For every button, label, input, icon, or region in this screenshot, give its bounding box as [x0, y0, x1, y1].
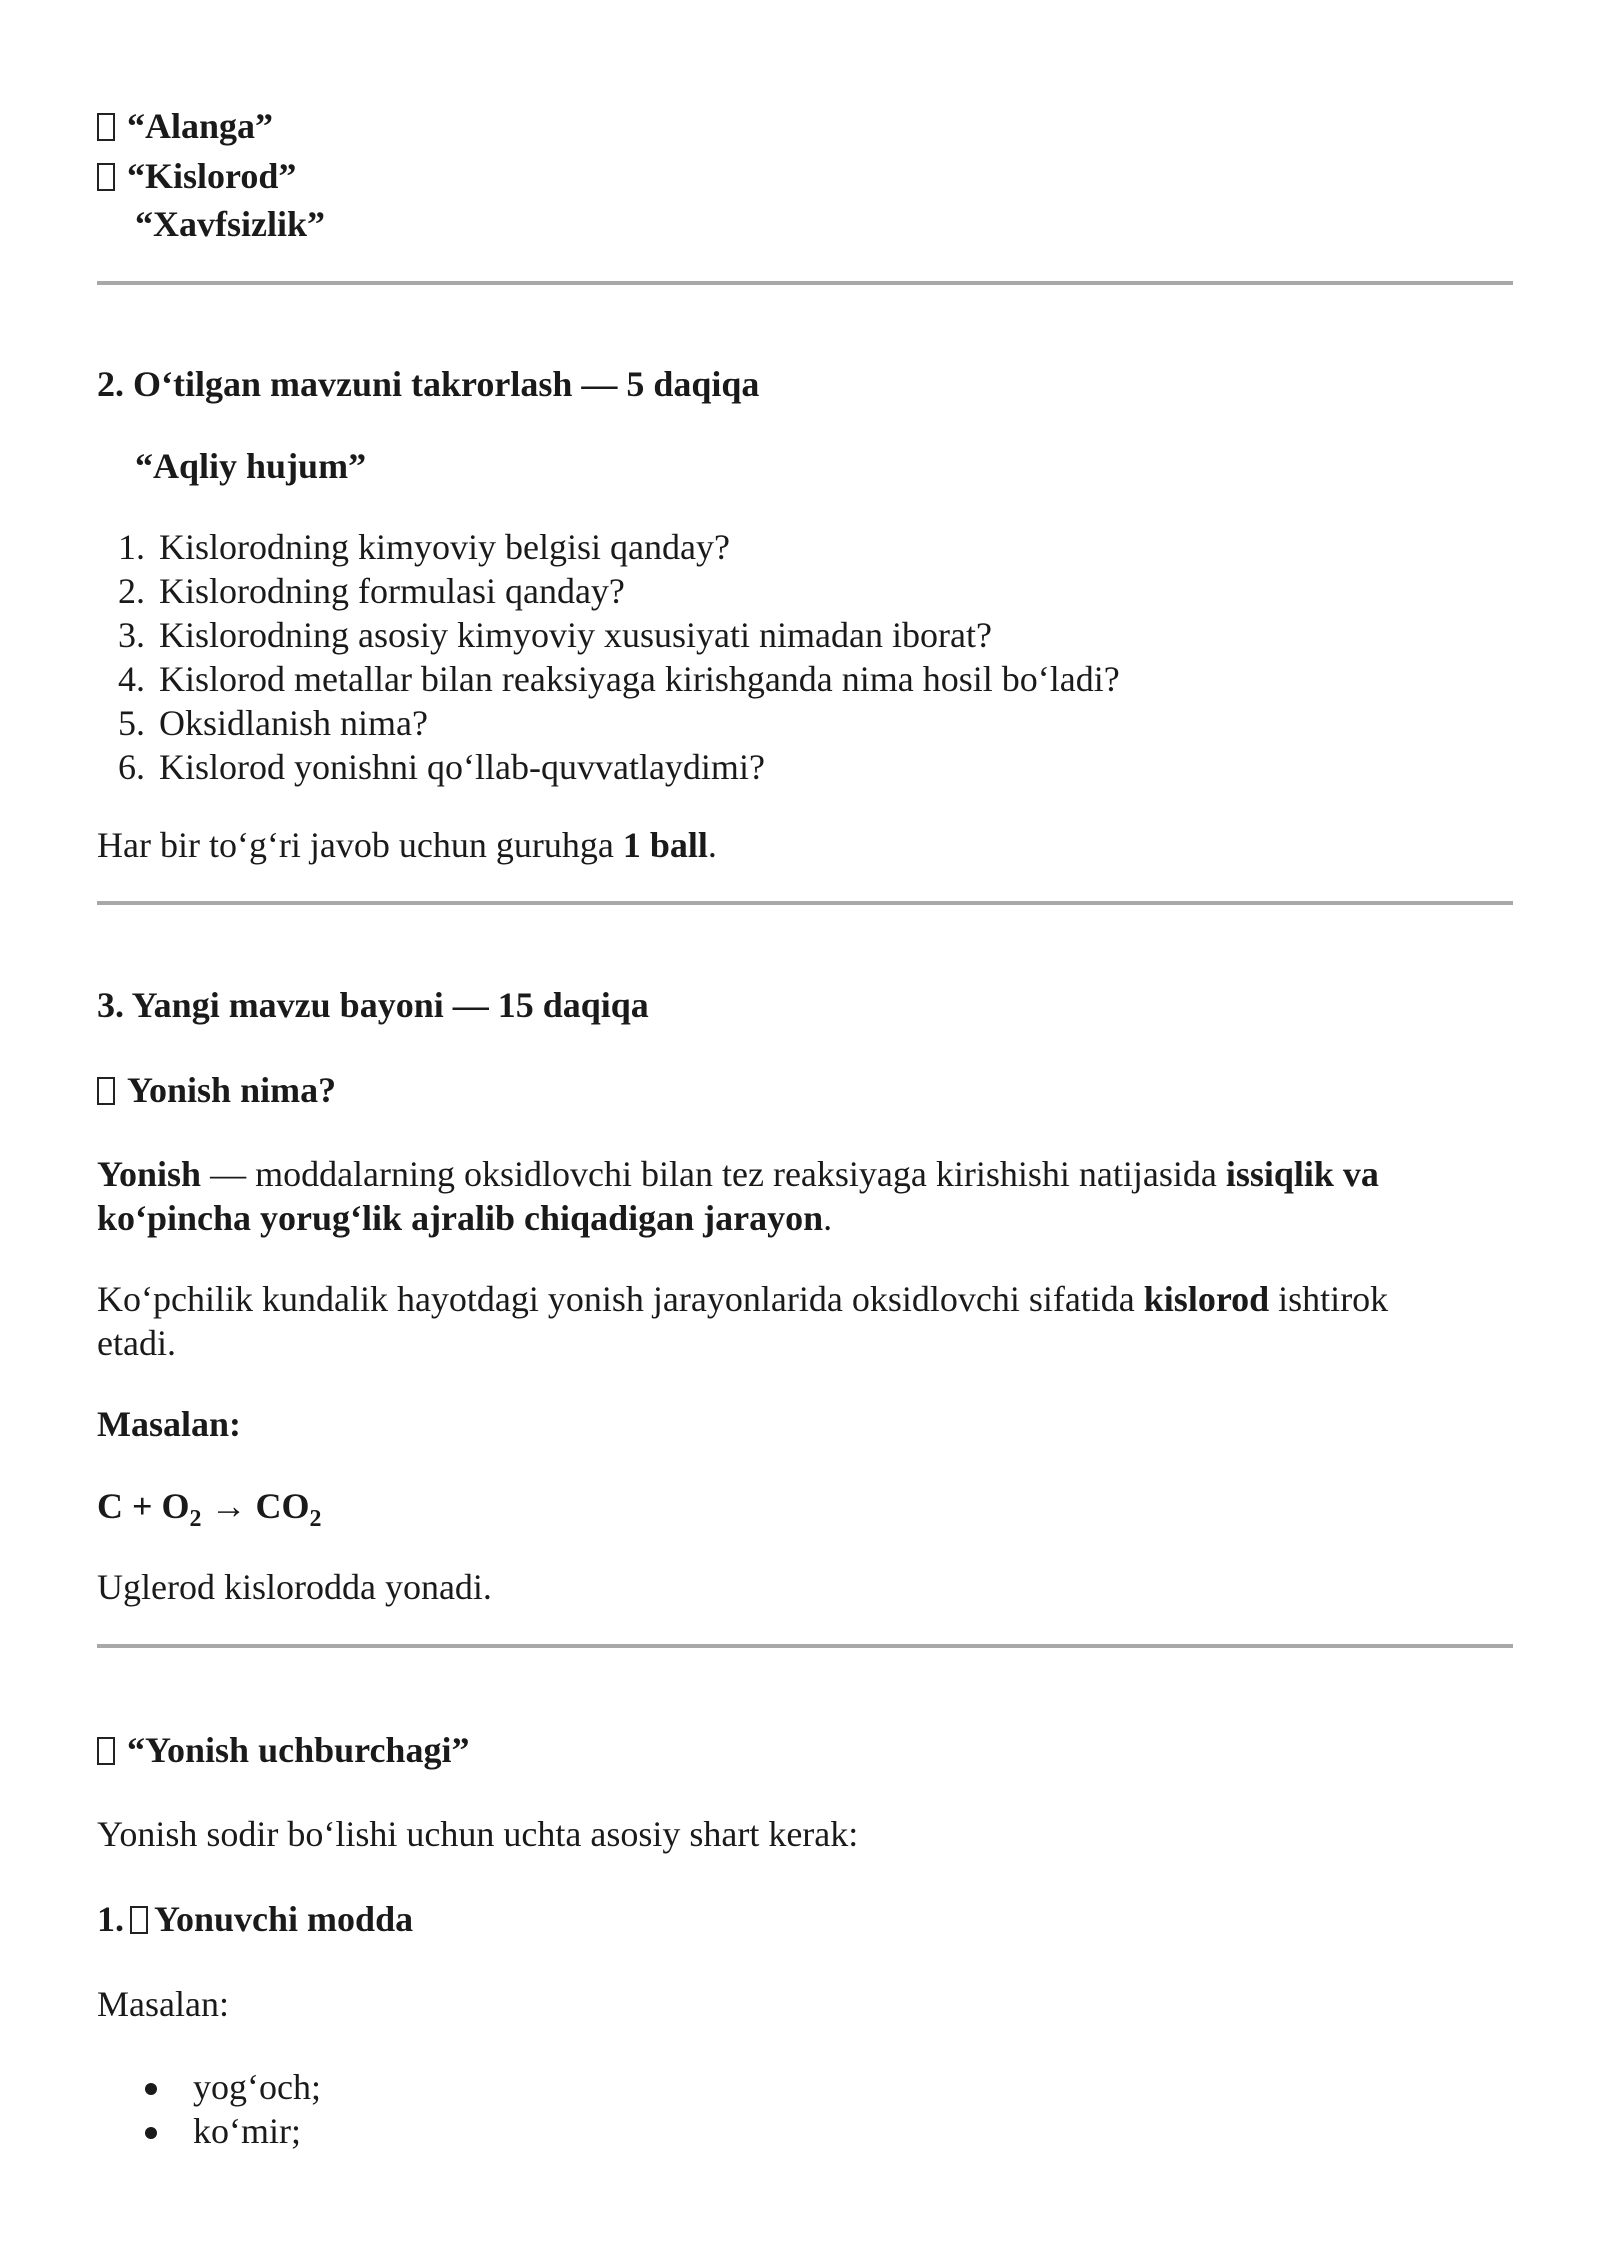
top-item-kislorod: “Kislorod”: [97, 154, 296, 198]
list-item: 1. Kislorodning kimyoviy belgisi qanday?: [118, 527, 730, 567]
section-heading-review: 2. O‘tilgan mavzuni takrorlash — 5 daqiqa: [97, 364, 760, 404]
example-label: Masalan:: [97, 1404, 241, 1444]
divider: [97, 1644, 1513, 1648]
list-item: 3. Kislorodning asosiy kimyoviy xususiyati nimadan iborat?: [118, 615, 992, 655]
list-item: 2. Kislorodning formulasi qanday?: [118, 571, 625, 611]
divider: [97, 281, 1513, 285]
section-heading-new-topic: 3. Yangi mavzu bayoni — 15 daqiqa: [97, 985, 649, 1025]
subheading-what-is-combustion: Yonish nima?: [97, 1068, 336, 1112]
chemical-equation: $C + O_2 \to CO_2$: [97, 1486, 322, 1532]
example-label: Masalan:: [97, 1984, 229, 2024]
equation-note: Uglerod kislorodda yonadi.: [97, 1567, 492, 1607]
question-list: [97, 525, 1120, 789]
missing-glyph-icon: [97, 113, 115, 141]
list-item: ko‘mir;: [145, 2109, 321, 2153]
list-item: 6. Kislorod yonishni qo‘llab-quvvatlaydimi?: [118, 747, 765, 787]
score-note: Har bir to‘g‘ri javob uchun guruhga 1 ball.: [97, 825, 717, 865]
missing-glyph-icon: [97, 1077, 115, 1105]
bullet-icon: [145, 2083, 157, 2095]
method-title-brainstorm: “Aqliy hujum”: [135, 446, 367, 486]
missing-glyph-icon: [130, 1906, 148, 1934]
triangle-intro: Yonish sodir bo‘lishi uchun uchta asosiy shart kerak:: [97, 1814, 859, 1854]
top-item-alanga: “Alanga”: [97, 104, 273, 148]
top-item-xavfsizlik: “Xavfsizlik”: [135, 204, 326, 244]
oxygen-paragraph: Ko‘pchilik kundalik hayotdagi yonish jarayonlarida oksidlovchi sifatida kislorod ishtirok etadi.: [97, 1279, 1389, 1363]
missing-glyph-icon: [97, 1737, 115, 1765]
bullet-list: [145, 2065, 321, 2153]
subheading-fire-triangle: “Yonish uchburchagi”: [97, 1728, 469, 1772]
bullet-icon: [145, 2127, 157, 2139]
list-item: 5. Oksidlanish nima?: [118, 703, 428, 743]
definition-paragraph: Yonish — moddalarning oksidlovchi bilan tez reaksiyaga kirishishi natijasida issiqlik va ko‘pincha yorug‘lik ajralib chiqadigan jarayon.: [97, 1154, 1379, 1238]
list-item: yog‘och;: [145, 2065, 321, 2109]
condition-1-heading: 1. Yonuvchi modda: [97, 1899, 414, 1939]
list-item: 4. Kislorod metallar bilan reaksiyaga kirishganda nima hosil bo‘ladi?: [118, 659, 1120, 699]
divider: [97, 901, 1513, 905]
missing-glyph-icon: [97, 163, 115, 191]
